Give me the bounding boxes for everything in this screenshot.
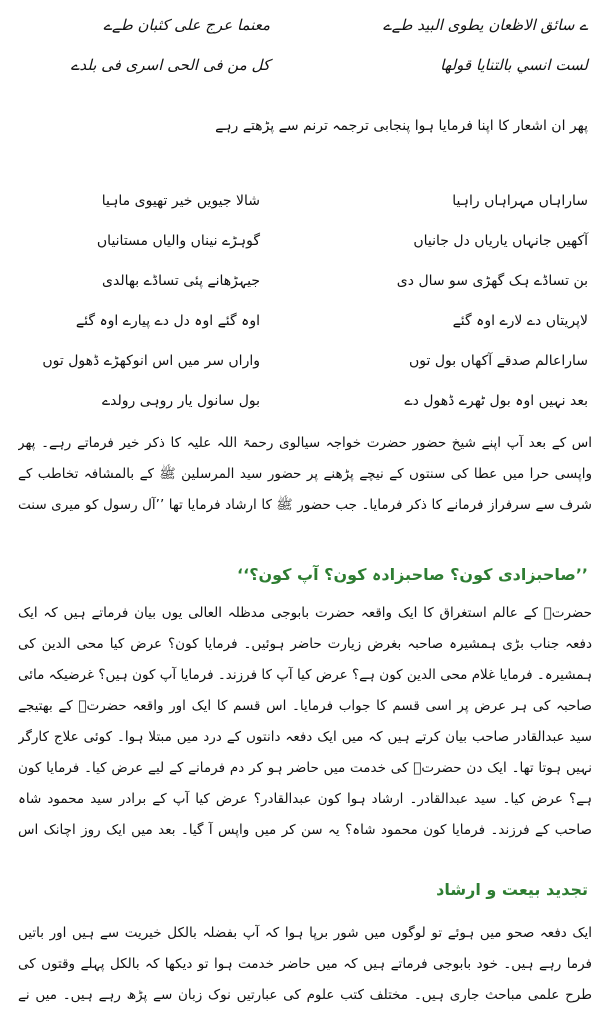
verse-right: آکھیں جانہاں یاریاں دل جانیاں (413, 233, 588, 249)
paragraph: ایک دفعہ صحو میں ہوئے تو لوگوں میں شور برپا ہوا کہ آپ بفضلہ بالکل خیریت سے ہیں اور باتیں فرما رہے ہیں۔ خود بابوجی فرماتے ہیں کہ میں حاضر خدمت ہوا تو دیکھا کہ بالکل پہلے وقتوں کی طرح علمی مباحث جاری ہیں۔ مختلف کتب علوم کی عبارتیں نوک زبان سے پڑھ رہے ہیں۔ میں نے (18, 925, 592, 1003)
paragraph: حضرتؒ کے عالم استغراق کا ایک واقعہ حضرت بابوجی مدظلہ العالی یوں بیان فرماتے ہیں کہ ایک دفعہ جناب بڑی ہمشیرہ صاحبہ بغرض زیارت حاضر ہوئیں۔ فرمایا کون؟ عرض کیا محی الدین کی ہمشیرہ۔ فرمایا غلام محی الدین کون ہے؟ عرض کیا آپ کا فرزند۔ فرمایا آپ کون ہیں؟ غرضیکہ مائی صاحبہ کی ہر عرض پر اسی قسم کا جواب فرمایا۔ اس قسم کا ایک اور واقعہ حضرتؒ کے بھتیجے سید عبدالقادر صاحب بیان کرتے ہیں کہ میں ایک دفعہ دانتوں کے درد میں مبتلا ہوا۔ کوئی علاج کارگر نہیں ہوتا تھا۔ ایک دن حضرتؒ کی خدمت میں حاضر ہو کر دم فرمانے کے لیے عرض کیا۔ فرمایا کون ہے؟ عرض کیا۔ سید عبدالقادر۔ ارشاد ہوا کون عبدالقادر؟ عرض کیا آپ کے برادر سید محمود شاہ صاحب کے فرزند۔ فرمایا کون محمود شاہ؟ یہ سن کر میں واپس آ گیا۔ بعد میں ایک روز اچانک اس (18, 605, 592, 838)
arabic-verse-left: کل من فی الحی اسری فی بلدے (70, 56, 270, 74)
verse-right: بعد نہیں اوہ بول ٹھرے ڈھول دے (404, 393, 588, 409)
punjabi-verse-row (20, 193, 588, 223)
verse-right: بن تساڈے ہک گھڑی سو سال دی (396, 273, 588, 289)
arabic-verse-right: ے سائق الاظعان يطوی البيد طےے (382, 16, 588, 34)
punjabi-verse-row (20, 273, 588, 303)
verse-left: شالا جیویں خیر تھیوی ماہیا (101, 193, 260, 209)
section-heading: ’’صاحبزادی کون؟ صاحبزادہ کون؟ آپ کون؟‘‘ (237, 565, 588, 584)
section-heading: تجدید بیعت و ارشاد (436, 880, 588, 899)
paragraph: اس کے بعد آپ اپنے شیخ حضور حضرت خواجہ سیالوی رحمۃ اللہ علیہ کا ذکر خیر فرماتے رہے۔ پھر واپسی حرا میں عطا کی سنتوں کے نیچے پڑھنے پر حضور سید المرسلین ﷺ کے بالمشافہ تخاطب کے شرف سے سرفراز فرمانے کا ذکر فرمایا۔ جب حضور ﷺ کا ارشاد فرمایا تھا ’’آل رسول کو میری سنت (18, 435, 592, 513)
verse-right: ساراعالم صدقے آکھاں بول توں (408, 353, 588, 369)
verse-left: اوہ گئے اوہ دل دے پیارے اوہ گئے (75, 313, 260, 329)
verse-left: گوہڑے نیناں والیاں مستانیاں (96, 233, 260, 249)
punjabi-verse-row (20, 393, 588, 423)
arabic-verse-left: معنما عرج علی کثبان طےے (103, 16, 270, 34)
arabic-verse-row (20, 50, 588, 80)
intro-line: پھر ان اشعار کا اپنا فرمایا ہوا پنجابی ترجمہ ترنم سے پڑھتے رہے (215, 118, 588, 134)
verse-left: جیہڑھانے پئی تساڈے بھالدی (102, 273, 260, 289)
punjabi-verse-row (20, 233, 588, 263)
arabic-verse-right: لست انسي بالتنايا قولها (440, 56, 588, 74)
punjabi-verse-row (20, 313, 588, 343)
punjabi-verse-row (20, 353, 588, 383)
verse-left: بول سانول یار روہی رولدے (101, 393, 260, 409)
verse-left: واراں سر میں اس انوکھڑے ڈھول توں (42, 353, 260, 369)
arabic-verse-row (20, 10, 588, 40)
verse-right: ساراہاں مہراہاں راہیا (452, 193, 588, 209)
verse-right: لاپریتاں دے لارے اوہ گئے (452, 313, 588, 329)
